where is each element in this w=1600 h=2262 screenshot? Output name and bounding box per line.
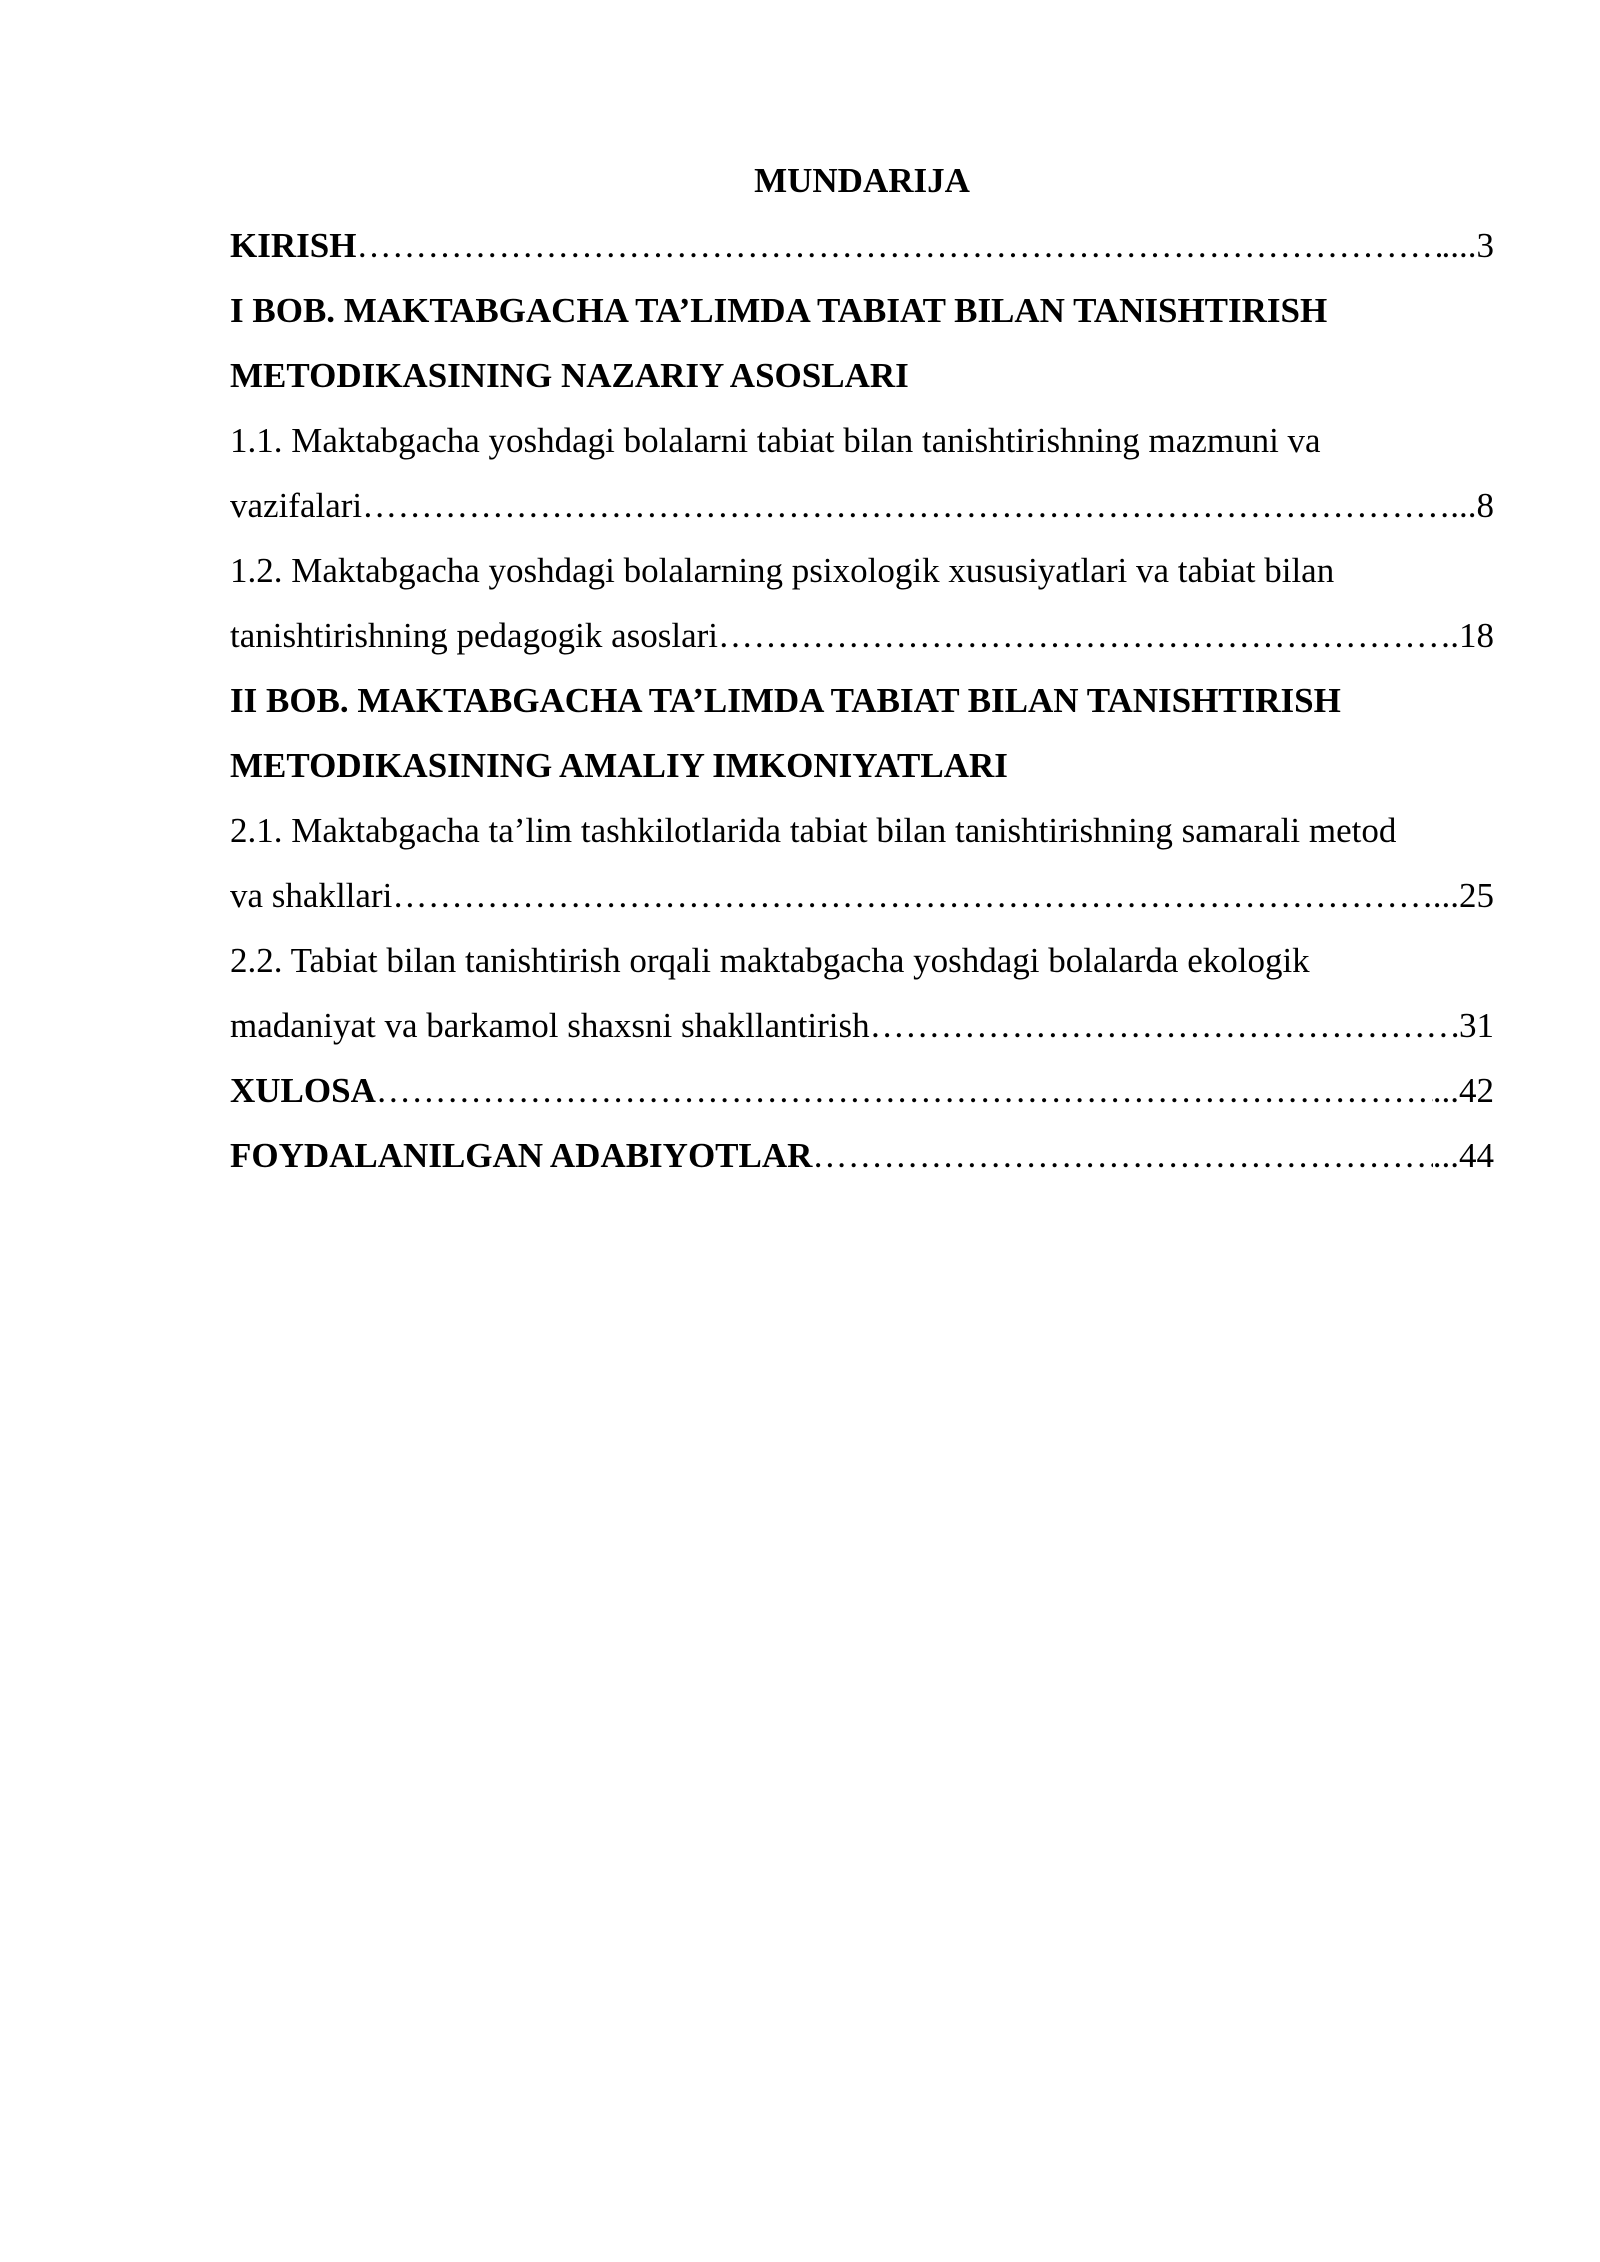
toc-page-number: ...8: [1450, 486, 1494, 525]
toc-entry-label: FOYDALANILGAN ADABIYOTLAR: [230, 1136, 813, 1175]
toc-page-number: ...25: [1432, 876, 1494, 915]
toc-section-text[interactable]: 1.1. Maktabgacha yoshdagi bolalarni tabiat bilan tanishtirishning mazmuni va: [230, 421, 1321, 460]
toc-entry-2-2[interactable]: [230, 993, 1494, 1058]
toc-page-number: ....3: [1441, 226, 1494, 265]
toc-section-text[interactable]: 1.2. Maktabgacha yoshdagi bolalarning psixologik xususiyatlari va tabiat bilan: [230, 551, 1335, 590]
toc-section-text[interactable]: 2.2. Tabiat bilan tanishtirish orqali maktabgacha yoshdagi bolalarda ekologik: [230, 941, 1310, 980]
toc-entry-references[interactable]: [230, 1123, 1494, 1188]
toc-leader-dots: [812, 1123, 1432, 1188]
toc-entry-label: tanishtirishning pedagogik asoslari: [230, 616, 718, 655]
toc-chapter-heading[interactable]: II BOB. MAKTABGACHA TA’LIMDA TABIAT BILAN TANISHTIRISH: [230, 681, 1341, 720]
toc-title: MUNDARIJA: [754, 161, 970, 200]
toc-entry-label: KIRISH: [230, 226, 357, 265]
toc-leader-dots: [362, 473, 1450, 538]
toc-section-text[interactable]: 2.1. Maktabgacha ta’lim tashkilotlarida tabiat bilan tanishtirishning samarali metod: [230, 811, 1397, 850]
toc-leader-dots: [356, 213, 1441, 278]
table-of-contents: [230, 148, 1494, 1188]
toc-entry-xulosa[interactable]: [230, 1058, 1494, 1123]
toc-leader-dots: [718, 603, 1450, 668]
toc-entry-label: XULOSA: [230, 1071, 376, 1110]
toc-entry-label: madaniyat va barkamol shaxsni shakllantirish: [230, 1006, 870, 1045]
toc-leader-dots: [376, 1058, 1433, 1123]
toc-chapter-heading-continued[interactable]: METODIKASINING NAZARIY ASOSLARI: [230, 356, 909, 395]
toc-entry-label: va shakllari: [230, 876, 393, 915]
toc-page-number: ...44: [1432, 1136, 1494, 1175]
toc-chapter-heading[interactable]: I BOB. MAKTABGACHA TA’LIMDA TABIAT BILAN TANISHTIRISH: [230, 291, 1328, 330]
toc-leader-dots: [870, 993, 1459, 1058]
toc-entry-kirish[interactable]: [230, 213, 1494, 278]
toc-page-number: 31: [1459, 1006, 1494, 1045]
toc-leader-dots: [392, 863, 1432, 928]
toc-entry-2-1[interactable]: [230, 863, 1494, 928]
toc-chapter-heading-continued[interactable]: METODIKASINING AMALIY IMKONIYATLARI: [230, 746, 1008, 785]
toc-page-number: .18: [1450, 616, 1494, 655]
toc-entry-1-2[interactable]: [230, 603, 1494, 668]
toc-page-number: ...42: [1432, 1071, 1494, 1110]
toc-entry-label: vazifalari: [230, 486, 363, 525]
toc-entry-1-1[interactable]: [230, 473, 1494, 538]
